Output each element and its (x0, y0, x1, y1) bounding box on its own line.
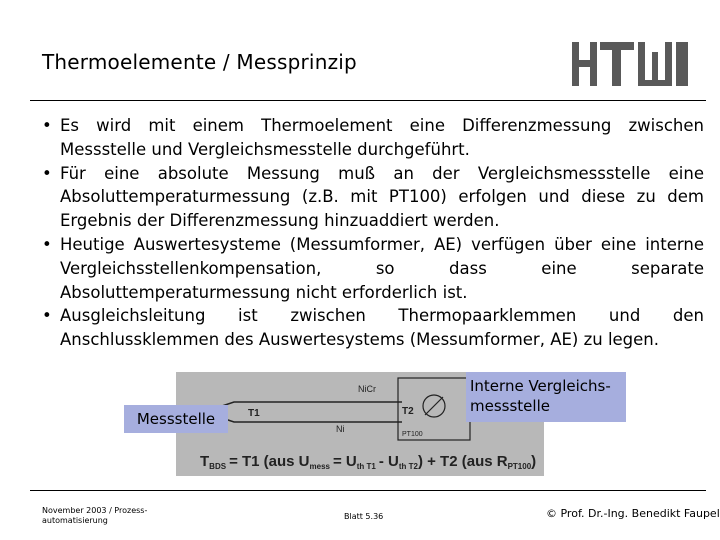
bullet-item: • Für eine absolute Messung muß an der Vergleichsmessstelle eine Absoluttemperaturmessung (z.B. mit PT100) erfolgen und diese zu dem Ergebnis der Differenzmessung hinzuaddiert werden. (30, 162, 704, 233)
bullet-list (30, 114, 704, 352)
title-divider (30, 100, 706, 101)
footer-date-course: November 2003 / Prozess-automatisierung (42, 506, 148, 525)
label-pt100: PT100 (402, 431, 423, 438)
callout-reference-point: Interne Vergleichs-messstelle (466, 372, 626, 422)
formula: $T_{BDS} = T1$ (aus $U_{mess} = U_{th T1} - U_{th T2}) + T2$ (aus $R_{PT100}$) (200, 453, 537, 471)
label-nicr: NiCr (358, 384, 376, 394)
footer-page-number: Blatt 5.36 (344, 512, 384, 521)
footer-divider (30, 490, 706, 491)
label-ni: Ni (336, 424, 345, 434)
label-t2: T2 (402, 406, 414, 417)
htw-logo (570, 40, 692, 88)
bullet-item: • Ausgleichsleitung ist zwischen Thermopaarklemmen und den Anschlussklemmen des Auswertesystems (Messumformer, AE) zu legen. (30, 304, 704, 352)
callout-measuring-point: Messstelle (124, 405, 228, 433)
slide-title: Thermoelemente / Messprinzip (42, 50, 357, 74)
footer-author: © Prof. Dr.-Ing. Benedikt Faupel (546, 507, 720, 520)
label-t1: T1 (248, 408, 260, 419)
bullet-item: • Es wird mit einem Thermoelement eine Differenzmessung zwischen Messstelle und Vergleichsmesstelle durchgeführt. (30, 114, 704, 162)
bullet-item: • Heutige Auswertesysteme (Messumformer, AE) verfügen über eine interne Vergleichsstellenkompensation, so dass eine separate Absoluttemperaturmessung nicht erforderlich ist. (30, 233, 704, 304)
